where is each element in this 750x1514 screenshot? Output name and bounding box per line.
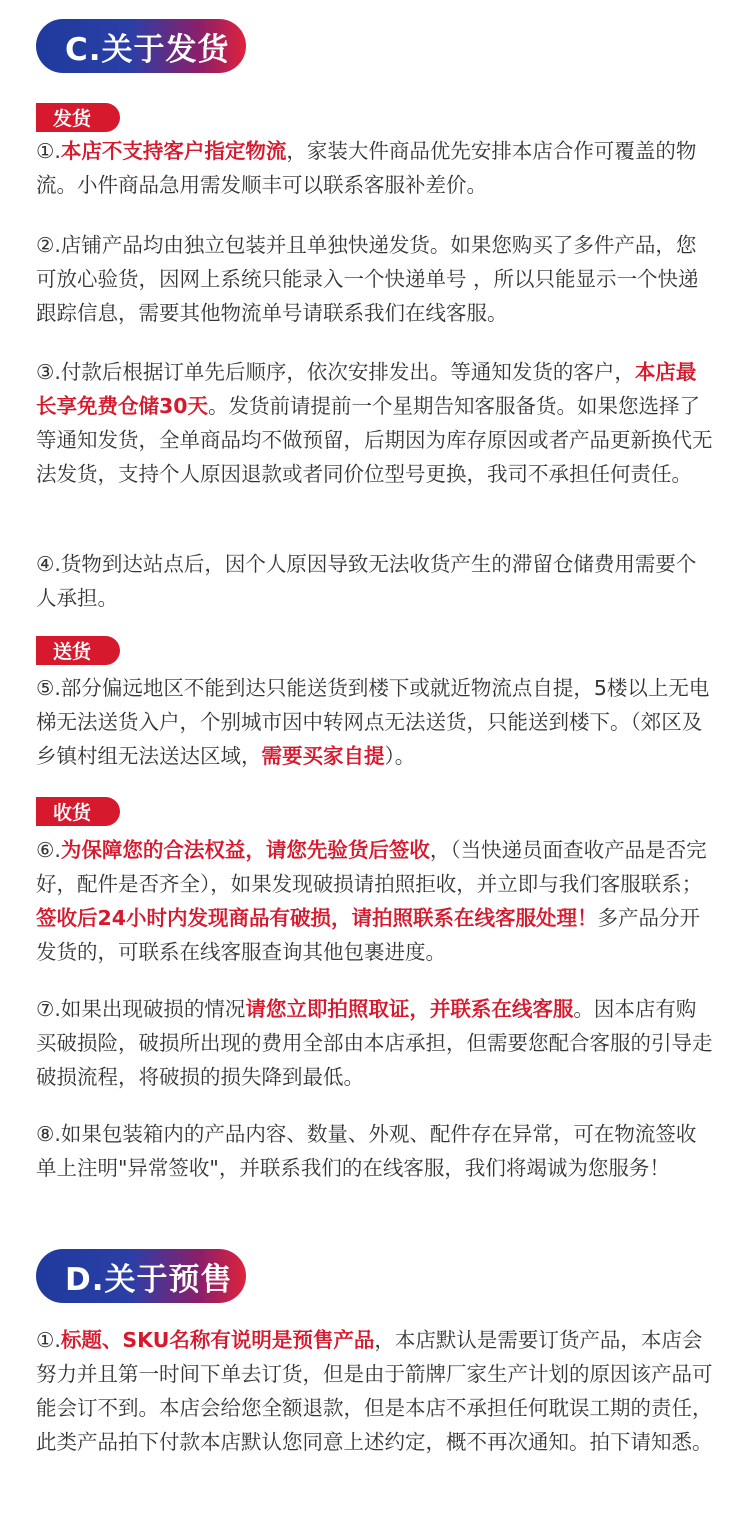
highlight-text: 签收后24小时内发现商品有破损，请拍照联系在线客服处理！	[36, 906, 598, 930]
paragraph-c7	[36, 992, 716, 1094]
body-text: ，（当快递员面查收产品是否完好，配件是否齐全），如果发现破损请拍照拒收，并立即与我们客服联系；	[36, 838, 707, 896]
highlight-text: 需要买家自提	[261, 744, 385, 768]
body-text: 多产品分开发货的，可联系在线客服查询其他包裹进度。	[36, 906, 701, 964]
body-text: ①.	[36, 1328, 61, 1352]
body-text: 。发货前请提前一个星期告知客服备货。如果您选择了等通知发货，全单商品均不做预留，后期因为库存原因或者产品更新换代无法发货，支持个人原因退款或者同价位型号更换，我司不承担任何责任。	[36, 394, 713, 486]
paragraph-c2	[36, 228, 716, 330]
highlight-text: 本店最长享免费仓储30天	[36, 360, 697, 418]
body-text: ②.店铺产品均由独立包装并且单独快递发货。如果您购买了多件产品，您可放心验货，因网上系统只能录入一个快递单号 ，所以只能显示一个快递跟踪信息，需要其他物流单号请联系我们在线客服。	[36, 233, 699, 325]
paragraph-c3	[36, 355, 716, 491]
section-title-c: C.关于发货	[36, 19, 246, 73]
paragraph-c6	[36, 833, 716, 969]
body-text: 。因本店有购买破损险，破损所出现的费用全部由本店承担，但需要您配合客服的引导走破损流程，将破损的损失降到最低。	[36, 997, 713, 1089]
body-text: ⑦.如果出现破损的情况	[36, 997, 246, 1021]
highlight-text: 为保障您的合法权益，请您先验货后签收	[60, 838, 430, 862]
body-text: ⑥.	[36, 838, 61, 862]
body-text: ，本店默认是需要订货产品，本店会努力并且第一时间下单去订货，但是由于箭牌厂家生产计划的原因该产品可能会订不到。本店会给您全额退款，但是本店不承担任何耽误工期的责任，此类产品拍下付款本店默认您同意上述约定，概不再次通知。拍下请知悉。	[36, 1328, 713, 1454]
paragraph-c1	[36, 134, 716, 202]
highlight-text: 本店不支持客户指定物流	[60, 139, 287, 163]
body-text: ，家装大件商品优先安排本店合作可覆盖的物流。小件商品急用需发顺丰可以联系客服补差价。	[36, 139, 697, 197]
paragraph-c5	[36, 671, 716, 773]
body-text: ）。	[384, 744, 416, 768]
body-text: ⑧.如果包装箱内的产品内容、数量、外观、配件存在异常，可在物流签收单上注明"异常签收"，并联系我们的在线客服，我们将竭诚为您服务！	[36, 1122, 697, 1180]
paragraph-d1	[36, 1323, 716, 1459]
tag-songhuo: 送货	[36, 636, 120, 665]
paragraph-c8	[36, 1117, 716, 1185]
tag-shouhuo: 收货	[36, 797, 120, 826]
paragraph-c4	[36, 547, 716, 615]
body-text: ③.付款后根据订单先后顺序，依次安排发出。等通知发货的客户，	[36, 360, 635, 384]
highlight-text: 请您立即拍照取证，并联系在线客服	[245, 997, 574, 1021]
body-text: ④.货物到达站点后，因个人原因导致无法收货产生的滞留仓储费用需要个人承担。	[36, 552, 697, 610]
section-title-d: D.关于预售	[36, 1249, 246, 1303]
body-text: ①.	[36, 139, 61, 163]
tag-fahuo: 发货	[36, 103, 120, 132]
highlight-text: 标题、SKU名称有说明是预售产品	[60, 1328, 375, 1352]
body-text: ⑤.部分偏远地区不能到达只能送货到楼下或就近物流点自提，5楼以上无电梯无法送货入户，个别城市因中转网点无法送货，只能送到楼下。（郊区及乡镇村组无法送达区域，	[36, 676, 710, 768]
